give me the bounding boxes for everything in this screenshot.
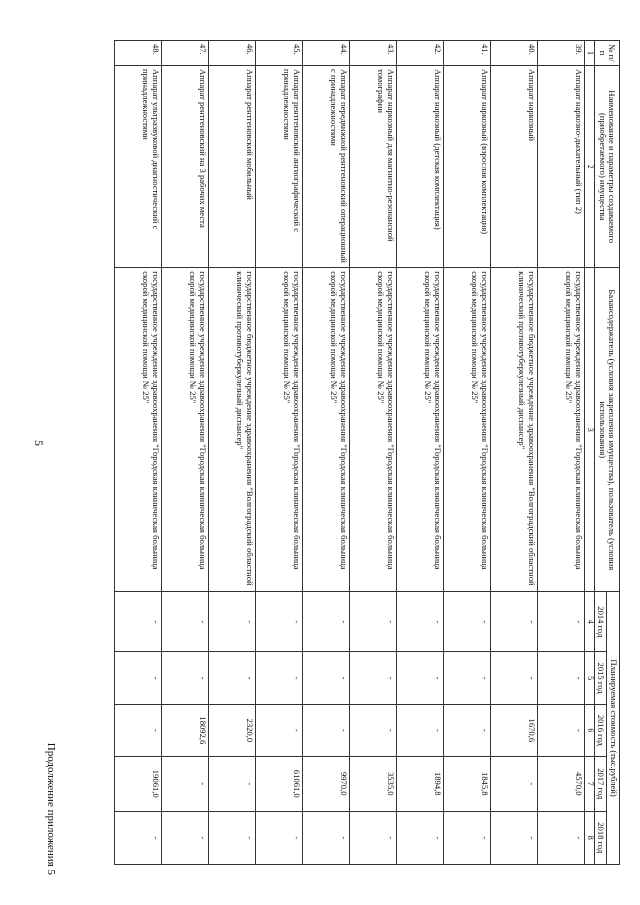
table-row: 42. Аппарат наркозный (детская комплектация) государственное учреждение здравоохранения "Городская клиническая больница скорой медицинской помощи № 25" - - - 1894,8 - (396, 41, 443, 865)
col-index: 4 (584, 592, 594, 652)
table-row: 39. Аппарат наркозно-дыхательный (тип 2) государственное учреждение здравоохранения "Городская клиническая больница скорой медицинской помощи № 25" - - - 4570,0 - (537, 41, 584, 865)
col-index: 3 (584, 268, 594, 592)
page-number: 5 (32, 440, 46, 446)
table-row: 43. Аппарат наркозный для магнитно-резонансной томографии государственное учреждение здравоохранения "Городская клиническая больница скорой медицинской помощи № 25" - - - 3535,0 - (349, 41, 396, 865)
table-row: 46. Аппарат рентгеновский мобильный государственное бюджетное учреждение здравоохранения "Волгоградский областной клинический противотуберкулезный диспансер" - - 2320,0 - - (208, 41, 255, 865)
header-num: № п/п (594, 41, 619, 66)
table-row: 40. Аппарат наркозный государственное бюджетное учреждение здравоохранения "Волгоградский областной клинический противотуберкулезный диспансер" - - 1670,6 - - (490, 41, 537, 865)
header-year-2014: 2014 год (594, 592, 607, 652)
header-year-2016: 2016 год (594, 704, 607, 756)
header-year-2015: 2015 год (594, 652, 607, 704)
property-table (114, 40, 620, 865)
col-index: 1 (584, 41, 594, 66)
table-row: 41. Аппарат наркозный (взрослая комплектация) государственное учреждение здравоохранения "Городская клиническая больница скорой медицинской помощи № 25" - - - 1845,8 - (443, 41, 490, 865)
table-row: 47. Аппарат рентгеновский на 3 рабочих места государственное учреждение здравоохранения "Городская клиническая больница скорой медицинской помощи № 25" - - 18092,6 - - (161, 41, 208, 865)
table-row: 48. Аппарат ультразвуковой диагностический с принадлежностями государственное учреждение здравоохранения "Городская клиническая больница скорой медицинской помощи № 25" - - - 19061,0 - (114, 41, 161, 865)
header-year-2017: 2017 год (594, 757, 607, 812)
col-index: 5 (584, 652, 594, 704)
header-planned-cost: Планируемая стоимость (тыс.рублей) (607, 592, 620, 865)
header-name: Наименование и параметры создаваемого (приобретаемого) имущества (594, 66, 619, 268)
appendix-continuation: Продолжение приложения 5 (45, 742, 57, 875)
col-index: 7 (584, 757, 594, 812)
table-row: 45. Аппарат рентгеновский ангиографический с принадлежностями государственное учреждение здравоохранения "Городская клиническая больница скорой медицинской помощи № 25" - - - 61061,0 - (255, 41, 302, 865)
col-index: 6 (584, 704, 594, 756)
header-holder: Балансодержатель (условия закрепления имущества), пользователь (условия использования) (594, 268, 619, 592)
header-year-2018: 2018 год (594, 811, 607, 864)
col-index: 8 (584, 811, 594, 864)
col-index: 2 (584, 66, 594, 268)
table-row: 44. Аппарат передвижной рентгеновский операционный с принадлежностями государственное учреждение здравоохранения "Городская клиническая больница скорой медицинской помощи № 25" - - - 9970,0 - (302, 41, 349, 865)
